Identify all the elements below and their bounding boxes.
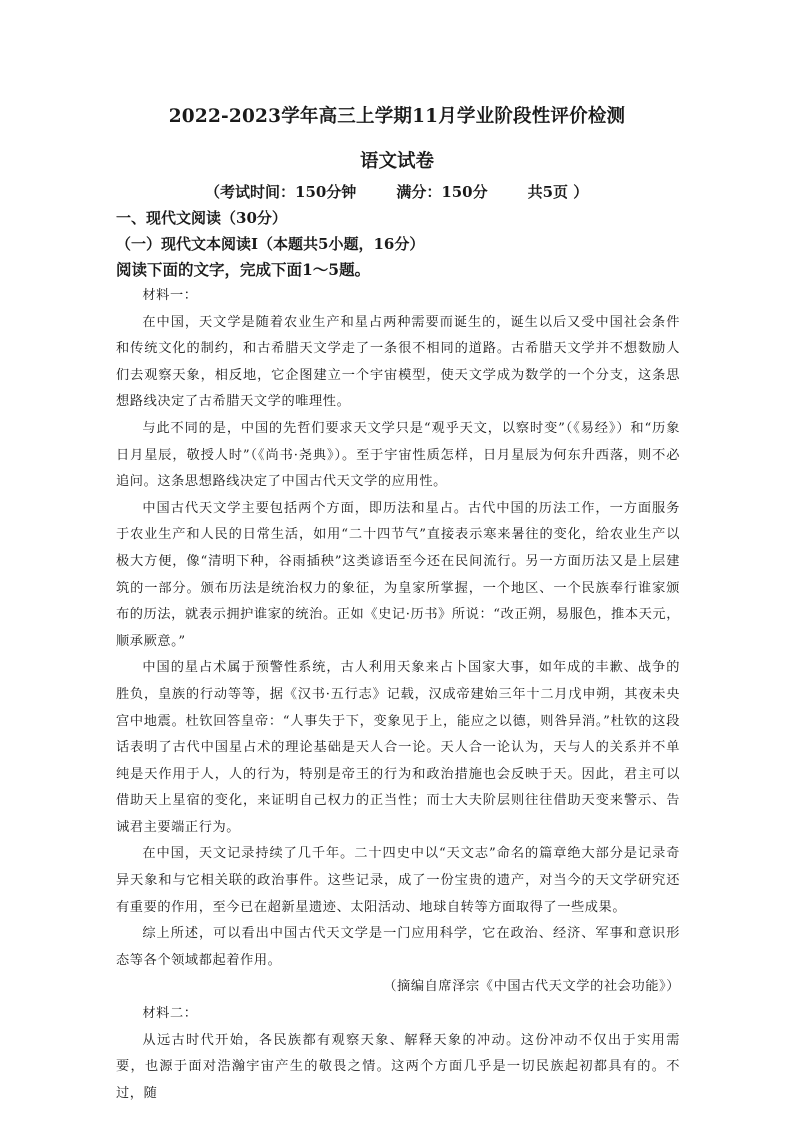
reading-passage	[116, 283, 680, 1107]
reading-instruction: 阅读下面的文字，完成下面1～5题。	[116, 260, 371, 279]
material1-paragraph: 中国的星占术属于预警性系统，古人利用天象来占卜国家大事，如年成的丰歉、战争的胜负，皇族的行动等等，据《汉书·五行志》记载，汉成帝建始三年十二月戊申朔，其夜未央宫中地震。杜钦回答皇帝：“人事失于下，变象见于上，能应之以德，则咎异消。”杜钦的这段话表明了古代中国星占术的理论基础是天人合一论。天人合一论认为，天与人的关系并不单纯是天作用于人，人的行为，特别是帝王的行为和政治措施也会反映于天。因此，君主可以借助天上星宿的变化，来证明自己权力的正当性；而士大夫阶层则往往借助天变来警示、告诫君主要端正行为。	[116, 660, 680, 835]
material1-source: （摘编自席泽宗《中国古代天文学的社会功能》）	[383, 979, 680, 995]
exam-subtitle: 语文试卷	[359, 151, 434, 172]
exam-time: （考试时间：150分钟	[205, 183, 357, 201]
material2-paragraph: 从远古时代开始，各民族都有观察天象、解释天象的冲动。这份冲动不仅出于实用需要，也源于面对浩瀚宇宙产生的敬畏之情。这两个方面几乎是一切民族起初都具有的。不过，随	[116, 1032, 680, 1101]
material1-paragraph: 在中国，天文记录持续了几千年。二十四史中以“天文志”命名的篇章绝大部分是记录奇异天象和与它相关联的政治事件。这些记录，成了一份宝贵的遗产，对当今的天文学研究还有重要的作用，至今已在超新星遗迹、太阳活动、地球自转等方面取得了一些成果。	[116, 846, 680, 915]
material2-label: 材料二：	[142, 1006, 198, 1022]
page-count: 共5页 ）	[527, 183, 589, 201]
material1-paragraph: 与此不同的是，中国的先哲们要求天文学只是“观乎天文，以察时变”（《易经》）和“历象日月星辰，敬授人时”（《尚书·尧典》）。至于宇宙性质怎样，日月星辰为何东升西落，则不必追问。这条思想路线决定了中国古代天文学的应用性。	[116, 420, 680, 490]
exam-title: 2022-2023学年高三上学期11月学业阶段性评价检测	[168, 106, 626, 127]
material1-paragraph: 中国古代天文学主要包括两个方面，即历法和星占。古代中国的历法工作，一方面服务于农业生产和人民的日常生活，如用“二十四节气”直接表示寒来暑往的变化，给农业生产以极大方便，像“清明下种，谷雨插秧”这类谚语至今还在民间流行。另一方面历法又是上层建筑的一部分。颁布历法是统治权力的象征，为皇家所掌握，一个地区、一个民族奉行谁家颁布的历法，就表示拥护谁家的统治。正如《史记·历书》所说：“改正朔，易服色，推本天元，顺承厥意。”	[116, 500, 680, 649]
section-heading-part1: 一、现代文阅读（30分）	[116, 209, 287, 227]
material1-paragraph: 综上所述，可以看出中国古代天文学是一门应用科学，它在政治、经济、军事和意识形态等各个领域都起着作用。	[116, 926, 680, 968]
material1-label: 材料一：	[142, 288, 198, 303]
material1-paragraph: 在中国，天文学是随着农业生产和星占两种需要而诞生的，诞生以后又受中国社会条件和传统文化的制约，和古希腊天文学走了一条很不相同的道路。古希腊天文学并不想数励人们去观察天象，相反地，它企图建立一个宇宙模型，使天文学成为数学的一个分支，这条思想路线决定了古希腊天文学的唯理性。	[116, 314, 680, 410]
exam-info	[205, 181, 588, 202]
section-heading-part1-1: （一）现代文本阅读Ⅰ（本题共5小题，16分）	[116, 235, 425, 253]
full-score: 满分：150分	[396, 183, 488, 201]
